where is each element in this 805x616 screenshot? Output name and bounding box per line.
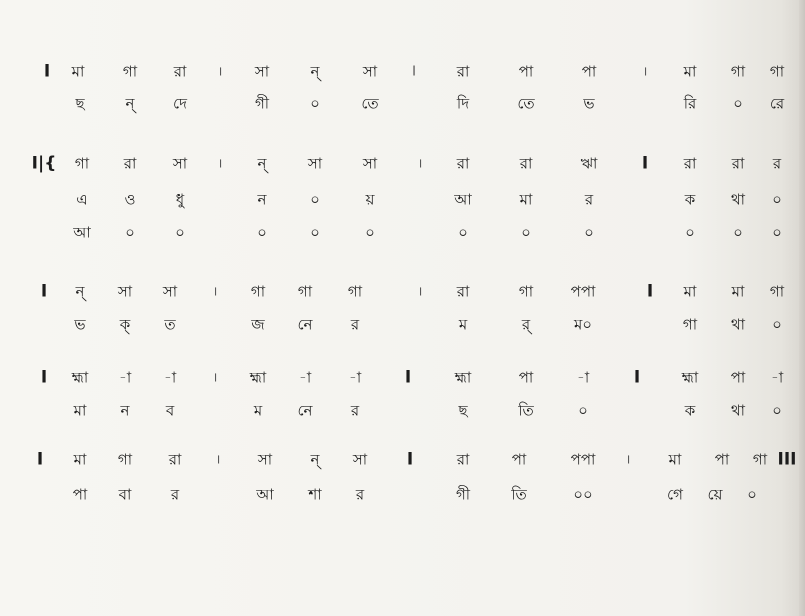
notation-syllable: সা bbox=[307, 154, 323, 173]
notation-syllable: র bbox=[350, 401, 360, 420]
barline-mark: I bbox=[641, 153, 649, 174]
notation-syllable: র bbox=[350, 315, 360, 334]
notation-syllable: আ bbox=[73, 223, 91, 242]
notation-syllable: মা bbox=[71, 62, 85, 81]
notation-syllable: গা bbox=[297, 282, 313, 301]
notation-syllable: ০ bbox=[733, 223, 743, 242]
notation-syllable: রা bbox=[168, 450, 182, 469]
notation-syllable: ০ bbox=[257, 223, 267, 242]
page-binding-edge bbox=[799, 0, 805, 616]
notation-syllable: -া bbox=[163, 368, 177, 387]
notation-syllable: রা bbox=[456, 62, 470, 81]
notation-syllable: ছ bbox=[75, 94, 85, 113]
barline-mark: I bbox=[633, 367, 641, 388]
notation-syllable: গা bbox=[769, 62, 785, 81]
barline-mark: । bbox=[642, 64, 648, 80]
notation-syllable: মা bbox=[668, 450, 682, 469]
notation-syllable: ০ bbox=[175, 223, 185, 242]
notation-syllable: পা bbox=[518, 368, 534, 387]
notation-syllable: র bbox=[772, 154, 782, 173]
notation-syllable: ও bbox=[124, 190, 136, 209]
notation-syllable: ক bbox=[684, 401, 696, 420]
notation-syllable: মা bbox=[519, 190, 533, 209]
barline-mark: I bbox=[412, 64, 416, 80]
notation-syllable: ন্ bbox=[125, 94, 135, 113]
notation-syllable: ০ bbox=[685, 223, 695, 242]
notation-syllable: ০ bbox=[310, 190, 320, 209]
notation-syllable: রা bbox=[456, 450, 470, 469]
notation-syllable: র bbox=[584, 190, 594, 209]
notation-syllable: শা bbox=[308, 485, 322, 504]
barline-mark: I|{ bbox=[31, 153, 57, 174]
notation-syllable: তি bbox=[518, 401, 534, 420]
notation-syllable: ত bbox=[164, 315, 176, 334]
notation-syllable: গী bbox=[254, 94, 270, 113]
barline-mark: । bbox=[417, 284, 423, 300]
notation-syllable: ন bbox=[257, 190, 267, 209]
notation-syllable: সা bbox=[362, 154, 378, 173]
notation-syllable: নে bbox=[297, 401, 313, 420]
notation-syllable: রা bbox=[456, 282, 470, 301]
notation-syllable: ঋা bbox=[580, 154, 598, 173]
notation-syllable: ন্ bbox=[257, 154, 267, 173]
notation-syllable: পা bbox=[518, 62, 534, 81]
notation-syllable: পা bbox=[730, 368, 746, 387]
notation-syllable: ধু bbox=[175, 190, 185, 209]
notation-syllable: মা bbox=[73, 401, 87, 420]
notation-syllable: বা bbox=[118, 485, 132, 504]
notation-syllable: ০ bbox=[772, 315, 782, 334]
notation-syllable: ভ bbox=[74, 315, 86, 334]
notation-syllable: সা bbox=[352, 450, 368, 469]
notation-syllable: ০ bbox=[747, 485, 757, 504]
notation-syllable: গা bbox=[730, 62, 746, 81]
notation-syllable: পা bbox=[511, 450, 527, 469]
barline-mark: । bbox=[215, 452, 221, 468]
notation-syllable: পা bbox=[72, 485, 88, 504]
notation-syllable: পপা bbox=[570, 282, 596, 301]
notation-syllable: ন্ bbox=[310, 62, 320, 81]
notation-syllable: মা bbox=[683, 62, 697, 81]
notation-syllable: সা bbox=[172, 154, 188, 173]
notation-syllable: মা bbox=[73, 450, 87, 469]
notation-syllable: গা bbox=[74, 154, 90, 173]
notation-syllable: ন্ bbox=[310, 450, 320, 469]
notation-syllable: ন্ bbox=[75, 282, 85, 301]
notation-syllable: মা bbox=[683, 282, 697, 301]
barline-mark: । bbox=[217, 156, 223, 172]
notation-syllable: ছ bbox=[458, 401, 468, 420]
notation-syllable: র bbox=[170, 485, 180, 504]
notation-syllable: দি bbox=[456, 94, 470, 113]
notation-syllable: ০০ bbox=[573, 485, 593, 504]
notation-syllable: মা bbox=[731, 282, 745, 301]
notation-syllable: ক্ bbox=[119, 315, 131, 334]
notation-syllable: র্ bbox=[521, 315, 531, 334]
notation-syllable: ০ bbox=[772, 190, 782, 209]
notation-syllable: -া bbox=[298, 368, 312, 387]
notation-syllable: নে bbox=[297, 315, 313, 334]
notation-syllable: ০ bbox=[125, 223, 135, 242]
notation-syllable: -া bbox=[576, 368, 590, 387]
notation-syllable: হ্মা bbox=[71, 368, 89, 387]
notation-syllable: সা bbox=[162, 282, 178, 301]
notation-syllable: আ bbox=[256, 485, 274, 504]
notation-syllable: গে bbox=[667, 485, 683, 504]
notation-syllable: গা bbox=[682, 315, 698, 334]
barline-mark: । bbox=[212, 284, 218, 300]
notation-syllable: ০ bbox=[521, 223, 531, 242]
notation-syllable: গা bbox=[518, 282, 534, 301]
notation-syllable: সা bbox=[254, 62, 270, 81]
notation-syllable: থা bbox=[730, 315, 746, 334]
notation-syllable: রা bbox=[173, 62, 187, 81]
notation-syllable: পা bbox=[581, 62, 597, 81]
notation-syllable: হ্মা bbox=[454, 368, 472, 387]
notation-syllable: ন bbox=[120, 401, 130, 420]
notation-syllable: ০ bbox=[310, 223, 320, 242]
notation-syllable: ম bbox=[253, 401, 263, 420]
notation-syllable: য়ে bbox=[707, 485, 723, 504]
notation-syllable: রা bbox=[519, 154, 533, 173]
notation-syllable: আ bbox=[454, 190, 472, 209]
notation-syllable: ০ bbox=[458, 223, 468, 242]
notation-syllable: ০ bbox=[772, 223, 782, 242]
notation-syllable: সা bbox=[257, 450, 273, 469]
notation-syllable: গা bbox=[769, 282, 785, 301]
notation-syllable: তে bbox=[361, 94, 379, 113]
barline-mark: । bbox=[217, 64, 223, 80]
notation-syllable: তি bbox=[511, 485, 527, 504]
notation-syllable: ০ bbox=[310, 94, 320, 113]
notation-syllable: গা bbox=[122, 62, 138, 81]
notation-syllable: ০ bbox=[733, 94, 743, 113]
notation-syllable: সা bbox=[117, 282, 133, 301]
notation-syllable: -া bbox=[770, 368, 784, 387]
barline-mark: I bbox=[36, 449, 44, 470]
notation-syllable: ভ bbox=[583, 94, 595, 113]
barline-mark: । bbox=[625, 452, 631, 468]
notation-syllable: পপা bbox=[570, 450, 596, 469]
notation-syllable: রি bbox=[683, 94, 697, 113]
notation-syllable: গা bbox=[347, 282, 363, 301]
notation-syllable: থা bbox=[730, 190, 746, 209]
notation-syllable: -া bbox=[118, 368, 132, 387]
notation-syllable: রা bbox=[456, 154, 470, 173]
notation-syllable: গা bbox=[117, 450, 133, 469]
notation-syllable: ক bbox=[684, 190, 696, 209]
notation-syllable: ০ bbox=[578, 401, 588, 420]
barline-mark: I bbox=[404, 367, 412, 388]
barline-mark: I bbox=[40, 281, 48, 302]
notation-syllable: হ্মা bbox=[249, 368, 267, 387]
notation-syllable: পা bbox=[714, 450, 730, 469]
notation-syllable: ব bbox=[165, 401, 175, 420]
barline-mark: I bbox=[646, 281, 654, 302]
notation-syllable: ০ bbox=[772, 401, 782, 420]
barline-mark: । bbox=[417, 156, 423, 172]
notation-syllable: তে bbox=[517, 94, 535, 113]
notation-syllable: এ bbox=[76, 190, 88, 209]
notation-syllable: হ্মা bbox=[681, 368, 699, 387]
notation-syllable: রে bbox=[769, 94, 785, 113]
notation-syllable: ০ bbox=[365, 223, 375, 242]
notation-syllable: রা bbox=[683, 154, 697, 173]
notation-syllable: গা bbox=[250, 282, 266, 301]
notation-syllable: জ bbox=[251, 315, 265, 334]
notation-syllable: ০ bbox=[584, 223, 594, 242]
barline-mark: । bbox=[212, 370, 218, 386]
notation-syllable: সা bbox=[362, 62, 378, 81]
barline-mark: I bbox=[43, 61, 51, 82]
notation-syllable: থা bbox=[730, 401, 746, 420]
notation-syllable: রা bbox=[123, 154, 137, 173]
barline-mark: I bbox=[406, 449, 414, 470]
barline-mark: I bbox=[40, 367, 48, 388]
notation-syllable: য় bbox=[365, 190, 375, 209]
notation-syllable: গী bbox=[455, 485, 471, 504]
notation-syllable: গা bbox=[752, 450, 768, 469]
notation-syllable: ম০ bbox=[573, 315, 593, 334]
notation-syllable: রা bbox=[731, 154, 745, 173]
barline-mark: III bbox=[777, 449, 797, 470]
notation-syllable: ম bbox=[458, 315, 468, 334]
notation-syllable: দে bbox=[173, 94, 187, 113]
notation-syllable: র bbox=[355, 485, 365, 504]
notation-syllable: -া bbox=[348, 368, 362, 387]
